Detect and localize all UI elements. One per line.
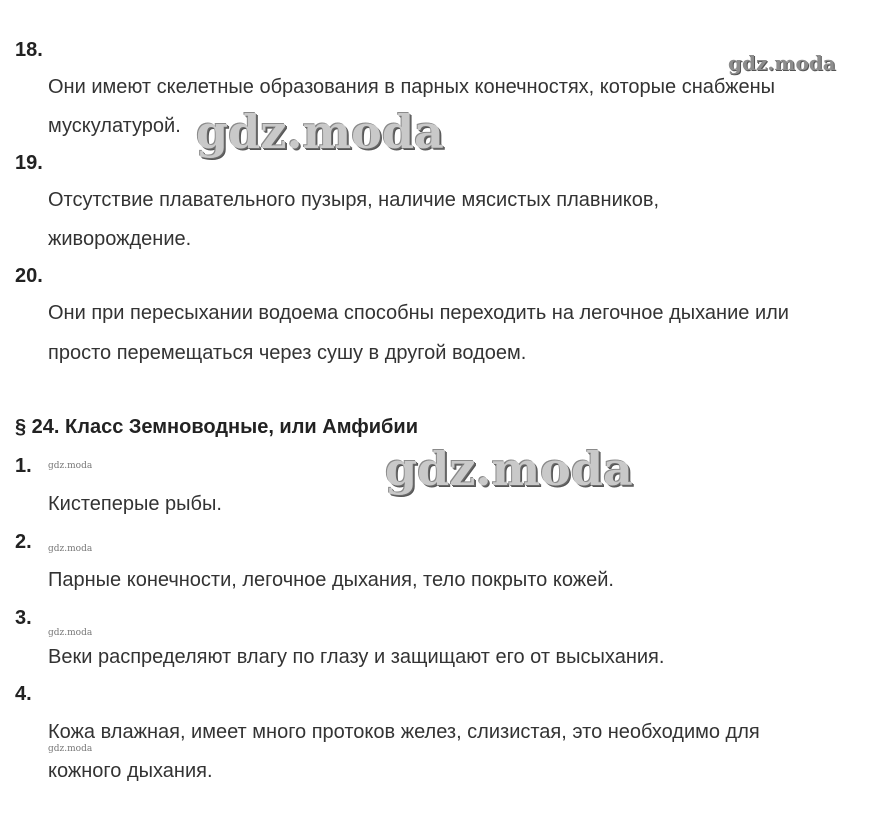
answer-2-line-1: Парные конечности, легочное дыхания, тело покрыто кожей. <box>48 569 614 591</box>
answer-number-1: 1. <box>15 455 32 477</box>
watermark-logo: gdz.moda <box>48 628 93 638</box>
answer-19-line-2: живорождение. <box>48 228 192 250</box>
answer-4-line-2: кожного дыхания. <box>48 760 213 782</box>
watermark-logo: gdz.moda <box>48 461 93 471</box>
answer-19-line-1: Отсутствие плавательного пузыря, наличие мясистых плавников, <box>48 189 660 211</box>
answer-1-line-1: Кистеперые рыбы. <box>48 493 222 515</box>
watermark-logo: gdz.moda <box>728 51 836 75</box>
answer-20-line-1: Они при пересыхании водоема способны переходить на легочное дыхание или <box>48 302 789 324</box>
answer-18-line-2: мускулатурой. <box>48 115 181 137</box>
section-title: § 24. Класс Земноводные, или Амфибии <box>15 416 418 438</box>
answer-4-line-1: Кожа влажная, имеет много протоков желез, слизистая, это необходимо для <box>48 721 760 743</box>
answer-number-2: 2. <box>15 531 32 553</box>
watermark-logo: gdz.moda <box>48 744 93 754</box>
watermark-logo: gdz.moda <box>196 105 444 159</box>
answer-20-line-2: просто перемещаться через сушу в другой водоем. <box>48 342 527 364</box>
answer-18-line-1: Они имеют скелетные образования в парных конечностях, которые снабжены <box>48 76 776 98</box>
answer-number-3: 3. <box>15 607 32 629</box>
answer-3-line-1: Веки распределяют влагу по глазу и защищают его от высыхания. <box>48 646 665 668</box>
watermark-logo: gdz.moda <box>385 442 633 496</box>
watermark-logo: gdz.moda <box>48 544 93 554</box>
answer-number-4: 4. <box>15 683 32 705</box>
answer-number-20: 20. <box>15 265 43 287</box>
answer-number-18: 18. <box>15 39 43 61</box>
answer-number-19: 19. <box>15 152 43 174</box>
